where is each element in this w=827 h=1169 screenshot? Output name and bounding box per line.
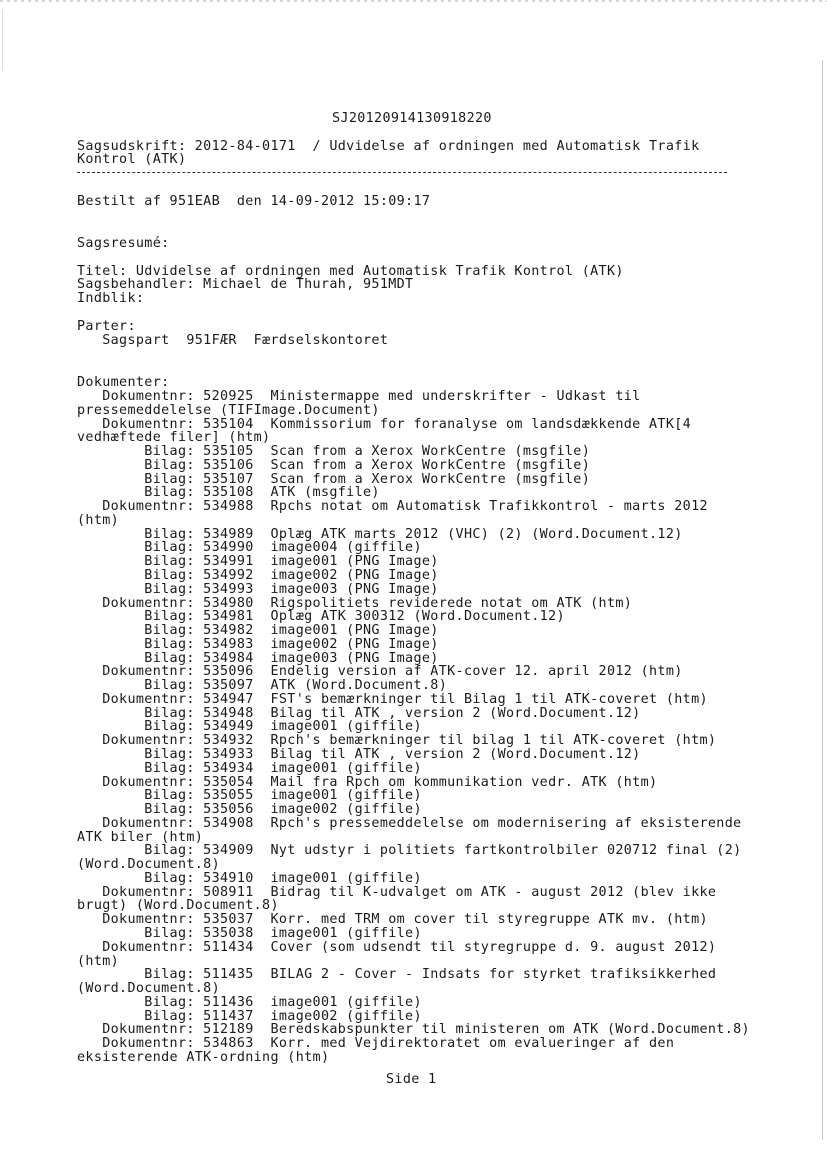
document-list-line: Bilag: 535106 Scan from a Xerox WorkCentre (msgfile) [77,457,591,473]
document-list-line: Bilag: 534910 image001 (giffile) [77,870,422,886]
summary-title: Titel: Udvidelse af ordningen med Automatisk Trafik Kontrol (ATK) [77,264,624,279]
document-list-line: Bilag: 534989 Oplæg ATK marts 2012 (VHC) (2) (Word.Document.12) [77,526,683,542]
document-list-line: (htm) [77,512,120,528]
document-id: SJ20120914130918220 [332,111,492,126]
document-list-line: Bilag: 534909 Nyt udstyr i politiets fartkontrolbiler 020712 final (2) [77,843,742,859]
page-number: Side 1 [386,1072,437,1087]
document-list-line: Dokumentnr: 534908 Rpch's pressemeddelelse om modernisering af eksisterende [77,815,742,831]
document-list-line: Dokumentnr: 534980 Rigspolitiets reviderede notat om ATK (htm) [77,595,633,611]
document-list-line: Bilag: 535038 image001 (giffile) [77,926,422,942]
document-list-line: Dokumentnr: 535054 Mail fra Rpch om kommunikation vedr. ATK (htm) [77,774,658,790]
document-list-line: Bilag: 535105 Scan from a Xerox WorkCentre (msgfile) [77,444,591,460]
summary-heading: Sagsresumé: [77,236,170,251]
parties-heading: Parter: [77,319,136,334]
documents-heading: Dokumenter: [77,375,170,390]
document-list-line: Bilag: 534993 image003 (PNG Image) [77,581,439,597]
document-list-line: Bilag: 511436 image001 (giffile) [77,994,422,1010]
summary-handler: Sagsbehandler: Michael de Thurah, 951MDT [77,277,414,292]
document-list-line: Dokumentnr: 511434 Cover (som udsendt til styregruppe d. 9. august 2012) [77,939,717,955]
document-list-line: Bilag: 535055 image001 (giffile) [77,788,422,804]
document-list-line: Bilag: 534992 image002 (PNG Image) [77,568,439,583]
scan-artifact-left [2,10,3,70]
document-list-line: Bilag: 534984 image003 (PNG Image) [77,650,439,666]
document-list-line: Dokumentnr: 508911 Bidrag til K-udvalget om ATK - august 2012 (blev ikke [77,884,717,900]
case-header-line-1: Sagsudskrift: 2012-84-0171 / Udvidelse af ordningen med Automatisk Trafik [77,139,700,154]
document-list-line: Dokumentnr: 535037 Korr. med TRM om cover til styregruppe ATK mv. (htm) [77,912,708,928]
document-list-line: Bilag: 535056 image002 (giffile) [77,802,422,818]
document-list-line: (Word.Document.8) [77,981,221,997]
document-list-line: Bilag: 534933 Bilag til ATK , version 2 (Word.Document.12) [77,747,641,763]
document-list-line: (Word.Document.8) [77,857,221,873]
document-list-line: Dokumentnr: 520925 Ministermappe med underskrifter - Udkast til [77,389,641,404]
document-list-line: Bilag: 534949 image001 (giffile) [77,719,422,735]
document-list-line: Bilag: 534983 image002 (PNG Image) [77,636,439,652]
document-list-line: (htm) [77,953,120,969]
document-list-line: Dokumentnr: 535096 Endelig version af ATK-cover 12. april 2012 (htm) [77,664,683,680]
document-list-line: Bilag: 534981 Oplæg ATK 300312 (Word.Document.12) [77,609,565,625]
document-list-line: Bilag: 534948 Bilag til ATK , version 2 (Word.Document.12) [77,705,641,721]
case-header-line-2: Kontrol (ATK) [77,152,187,167]
scan-artifact-top [0,0,827,2]
document-list-line: Bilag: 534982 image001 (PNG Image) [77,623,439,639]
summary-insight: Indblik: [77,291,145,306]
document-list-line: eksisterende ATK-ordning (htm) [77,1049,330,1065]
scan-artifact-right [822,60,823,1140]
party-entry: Sagspart 951FÆR Færdselskontoret [77,333,389,348]
document-list-line: Bilag: 534991 image001 (PNG Image) [77,554,439,570]
document-list-line: brugt) (Word.Document.8) [77,898,279,914]
document-list-line: Bilag: 511437 image002 (giffile) [77,1008,422,1024]
document-list-line: Bilag: 534934 image001 (giffile) [77,760,422,776]
document-list-line: Bilag: 535107 Scan from a Xerox WorkCentre (msgfile) [77,471,591,487]
document-list-line: Dokumentnr: 534947 FST's bemærkninger til Bilag 1 til ATK-coveret (htm) [77,691,708,707]
document-list-line: pressemeddelelse (TIFImage.Document) [77,402,380,418]
document-list-line: Dokumentnr: 535104 Kommissorium for foranalyse om landsdækkende ATK[4 [77,416,692,432]
document-list-line: Bilag: 535097 ATK (Word.Document.8) [77,678,448,694]
document-list-line: Bilag: 534990 image004 (giffile) [77,540,422,556]
ordered-by: Bestilt af 951EAB den 14-09-2012 15:09:17 [77,194,431,209]
dashed-separator [77,172,727,173]
document-list-line: vedhæftede filer] (htm) [77,430,271,446]
document-list-line: Dokumentnr: 512189 Beredskabspunkter til ministeren om ATK (Word.Document.8) [77,1022,750,1038]
document-list-line: Dokumentnr: 534932 Rpch's bemærkninger til bilag 1 til ATK-coveret (htm) [77,733,717,749]
document-list-line: ATK biler (htm) [77,829,204,845]
document-list-line: Bilag: 535108 ATK (msgfile) [77,485,380,501]
document-list-line: Dokumentnr: 534988 Rpchs notat om Automatisk Trafikkontrol - marts 2012 [77,499,708,515]
document-list-line: Dokumentnr: 534863 Korr. med Vejdirektoratet om evalueringer af den [77,1036,675,1052]
document-list-line: Bilag: 511435 BILAG 2 - Cover - Indsats for styrket trafiksikkerhed [77,967,717,983]
